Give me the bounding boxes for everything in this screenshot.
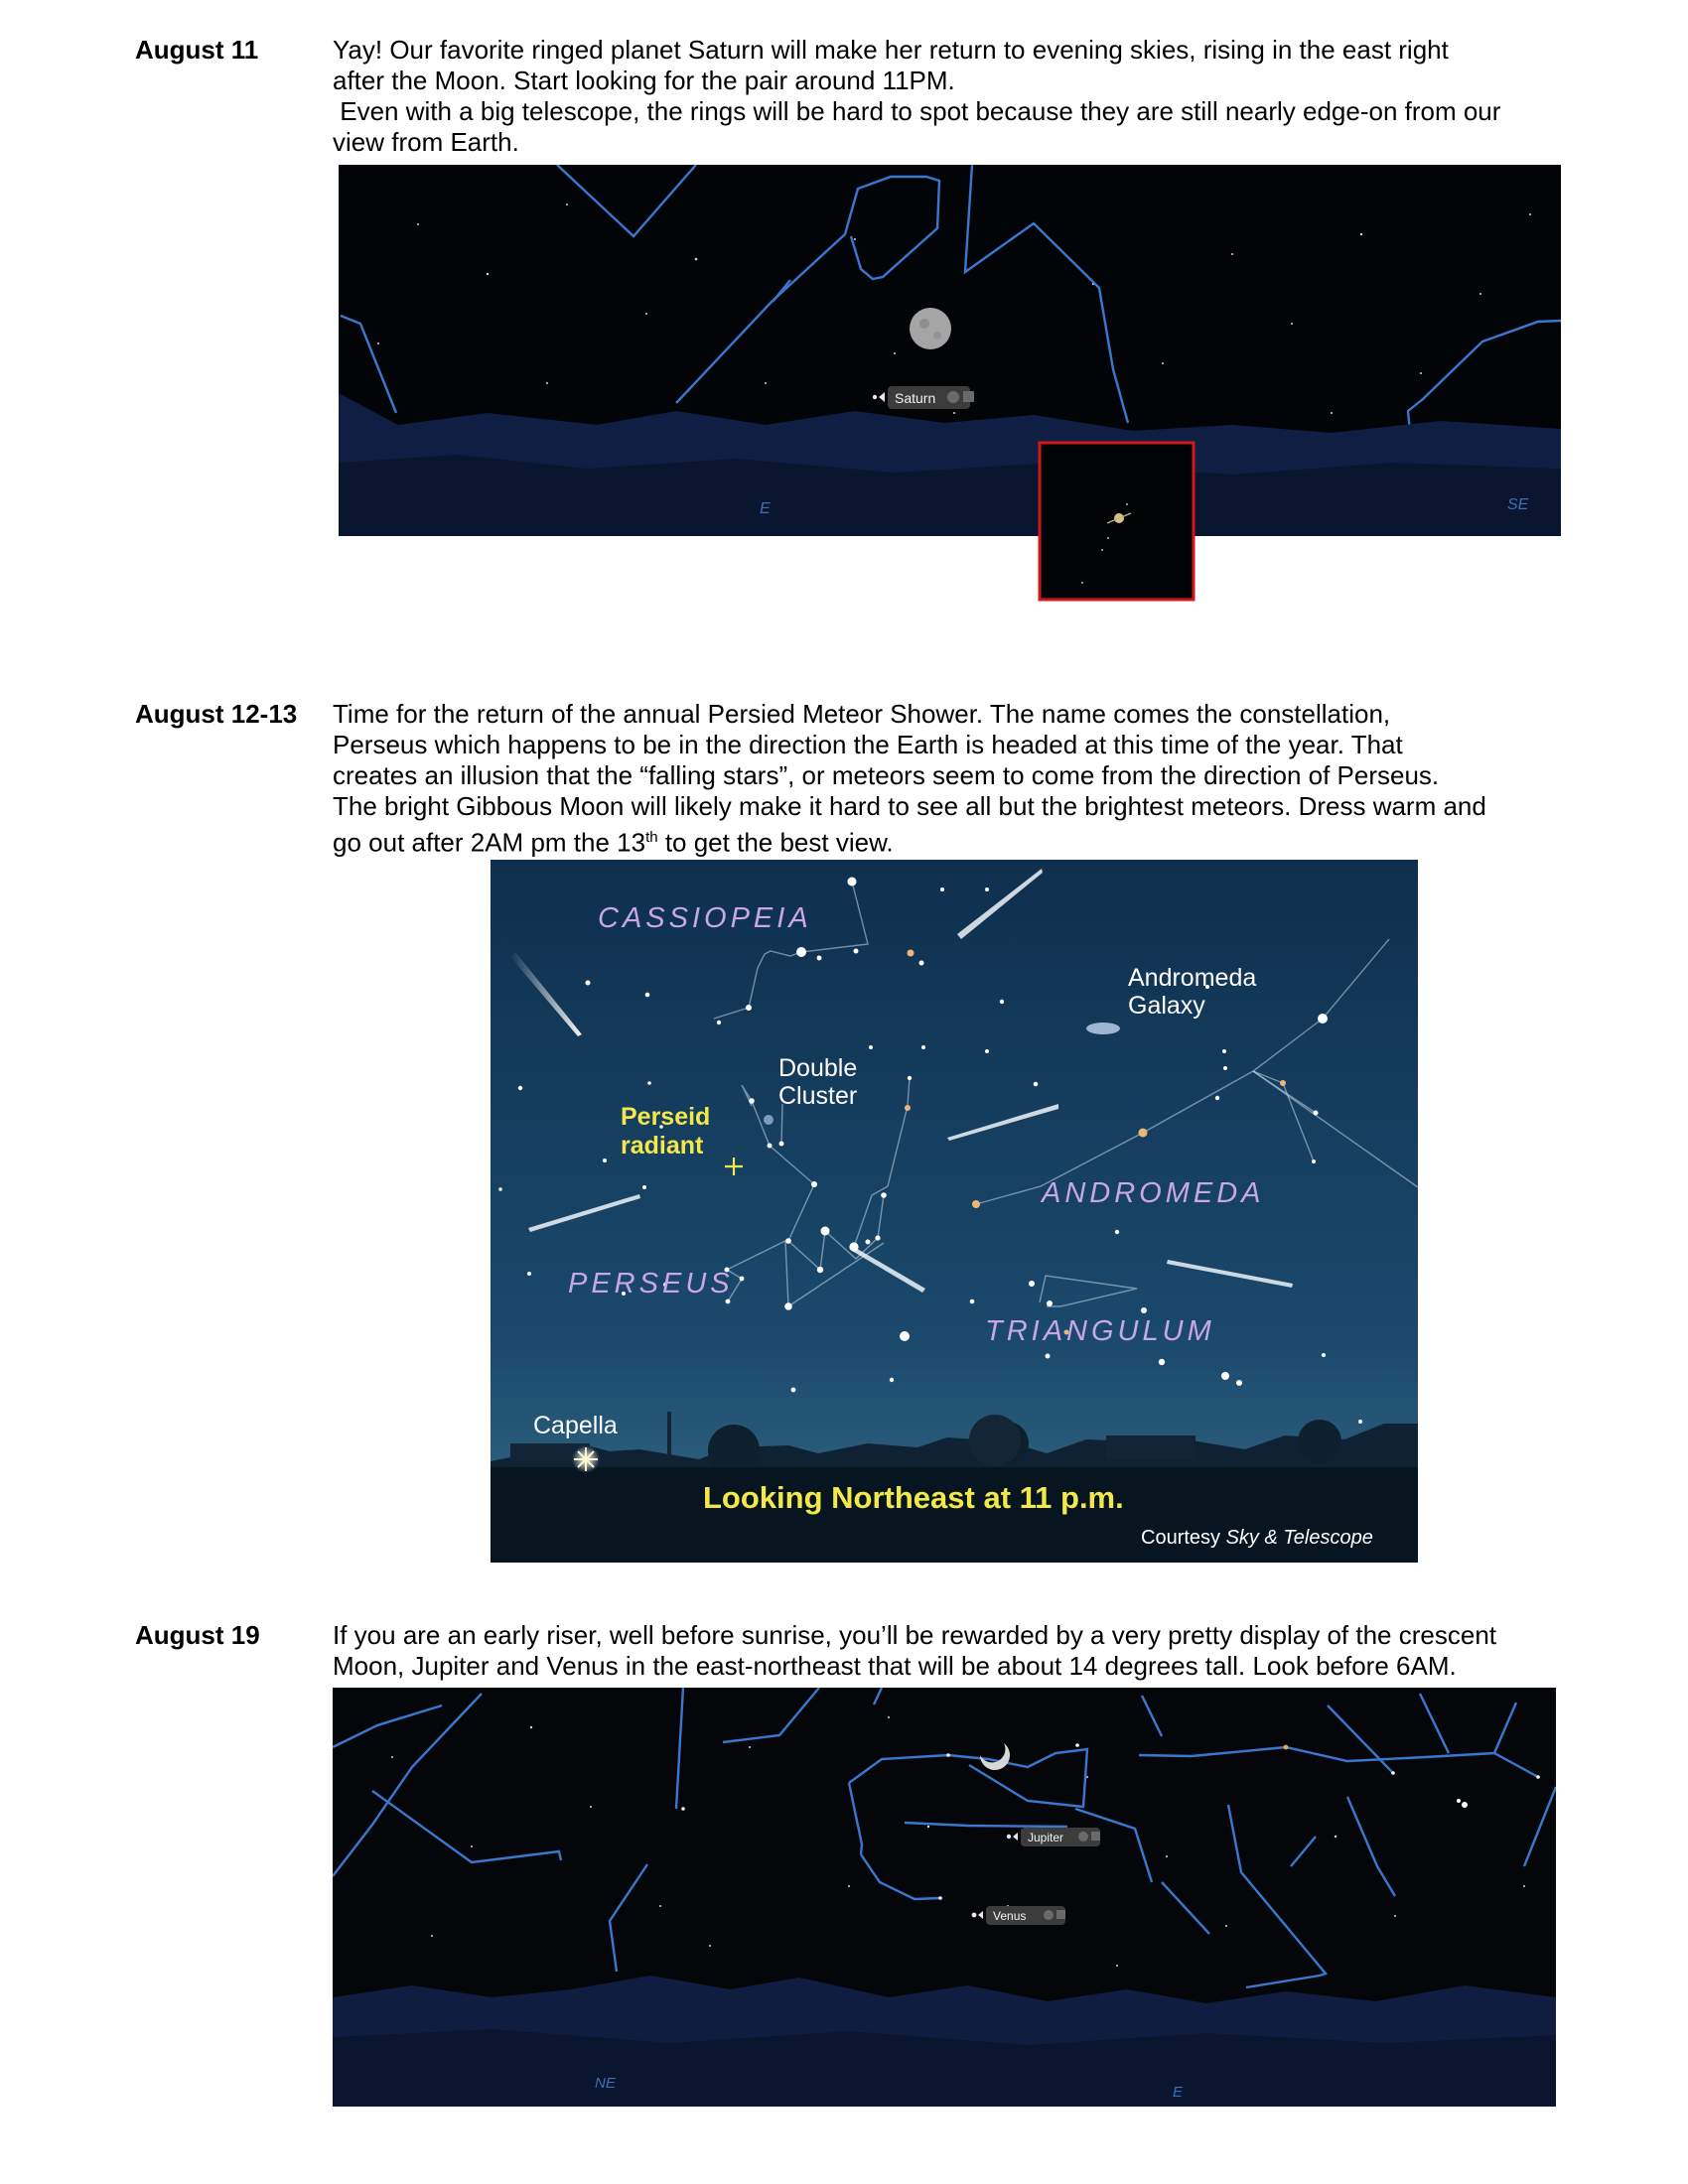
text-line: Yay! Our favorite ringed planet Saturn will make her return to evening skies, rising in the east right <box>333 35 1449 65</box>
compass-e: E <box>1173 2084 1184 2101</box>
entry-date: August 12-13 <box>135 699 298 729</box>
text-line: Time for the return of the annual Persied Meteor Shower. The name comes the constellation, <box>333 699 1391 729</box>
entry-date: August 11 <box>135 35 259 65</box>
text-line: view from Earth. <box>333 127 519 157</box>
venus-label: Venus <box>993 1909 1027 1923</box>
perseid-meteor-chart <box>491 860 1418 1563</box>
double-cluster-label-2: Cluster <box>778 1082 858 1110</box>
entry-date: August 19 <box>135 1620 260 1650</box>
double-cluster-label-1: Double <box>778 1054 858 1082</box>
saturn-label: Saturn <box>895 390 936 406</box>
text-line: Perseus which happens to be in the direction the Earth is headed at this time of the year. That <box>333 730 1403 759</box>
compass-se: SE <box>1507 496 1529 513</box>
compass-ne: NE <box>595 2075 616 2092</box>
entry-text <box>333 35 1564 158</box>
constellation-andromeda: ANDROMEDA <box>1042 1177 1265 1209</box>
entry-text <box>333 699 1564 859</box>
entry-text <box>333 1620 1564 1682</box>
constellation-cassiopeia: CASSIOPEIA <box>598 902 812 934</box>
double-cluster-icon <box>764 1115 774 1125</box>
chart-courtesy: Courtesy Sky & Telescope <box>1141 1527 1373 1549</box>
text-line: after the Moon. Start looking for the pair around 11PM. <box>333 66 955 95</box>
constellation-triangulum: TRIANGULUM <box>985 1315 1215 1347</box>
compass-e: E <box>760 500 771 517</box>
text-line: creates an illusion that the “falling stars”, or meteors seem to come from the direction of Perseus. <box>333 760 1440 790</box>
perseid-radiant-label-2: radiant <box>621 1132 704 1160</box>
text-line: go out after 2AM pm the 13th to get the best view. <box>333 827 894 858</box>
capella-label: Capella <box>533 1412 618 1439</box>
chart-caption: Looking Northeast at 11 p.m. <box>703 1480 1124 1515</box>
saturn-inset <box>1040 443 1194 600</box>
andromeda-galaxy-label-1: Andromeda <box>1128 964 1257 992</box>
jupiter-label: Jupiter <box>1028 1831 1064 1844</box>
moon-icon <box>910 308 951 349</box>
saturn-sky-chart <box>339 165 1561 602</box>
moon-jupiter-venus-chart <box>333 1688 1556 2107</box>
saturn-label-tag <box>873 386 974 409</box>
perseid-radiant-label-1: Perseid <box>621 1103 711 1131</box>
text-line: Even with a big telescope, the rings will be hard to spot because they are still nearly edge-on from our <box>333 96 1501 126</box>
constellation-perseus: PERSEUS <box>568 1268 734 1299</box>
text-line: Moon, Jupiter and Venus in the east-northeast that will be about 14 degrees tall. Look before 6AM. <box>333 1651 1457 1681</box>
text-line: The bright Gibbous Moon will likely make it hard to see all but the brightest meteors. Dress warm and <box>333 791 1486 821</box>
text-line: If you are an early riser, well before sunrise, you’ll be rewarded by a very pretty display of the crescent <box>333 1620 1497 1650</box>
andromeda-galaxy-icon <box>1086 1023 1120 1034</box>
andromeda-galaxy-label-2: Galaxy <box>1128 992 1205 1020</box>
